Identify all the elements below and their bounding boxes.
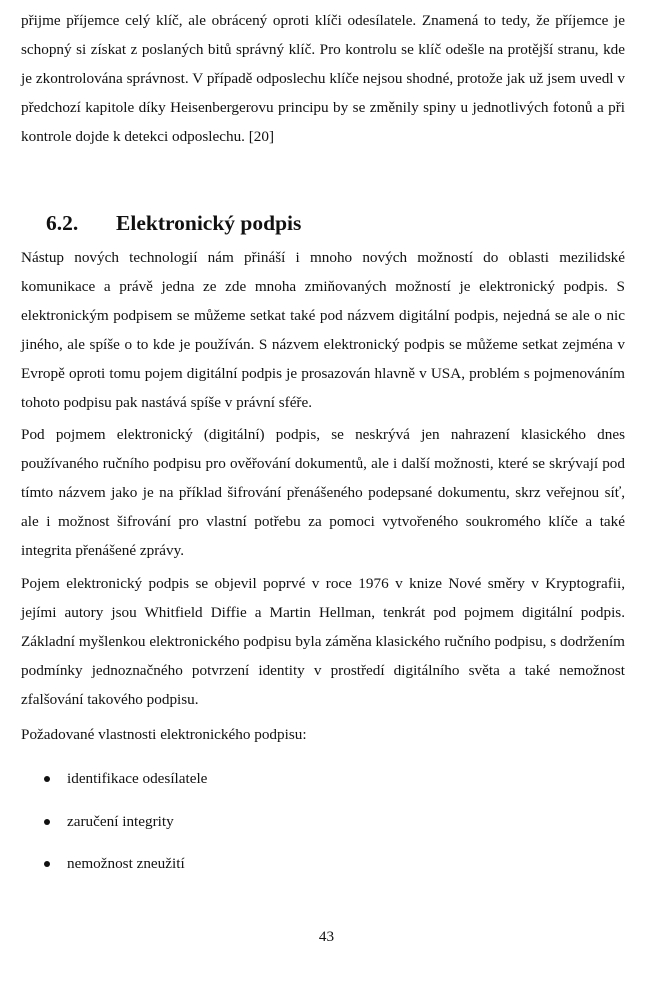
section-heading [46,208,301,238]
list-item-text: zaručení integrity [67,813,174,830]
bullet-icon [44,861,50,867]
page-number: 43 [318,928,335,945]
intro-paragraph: přijme příjemce celý klíč, ale obrácený oproti klíči odesílatele. Znamená to tedy, že příjemce je schopný si získat z poslaných bitů správný klíč. Pro kontrolu se klíč odešle na protější stranu, kde je zkontrolována správnost. V případě odposlechu klíče nejsou shodné, protože jak už jsem uvedl v předchozí kapitole díky Heisenbergerovu principu by se změnily spiny u jednotlivých fotonů a při kontrole dojde k detekci odposlechu. [20] [21,12,625,145]
bullet-icon [44,776,50,782]
paragraph-pod-pojmem: Pod pojmem elektronický (digitální) podpis, se neskrývá jen nahrazení klasického dnes používaného ručního podpisu pro ověřování dokumentů, ale i další možnosti, které se skrývají pod tímto názvem jako je na příklad šifrování přenášeného podepsané dokumentu, skrz veřejnou síť, ale i možnost šifrování pro vlastní potřebu za pomoci vytvořeného soukromého klíče a také integrita přenášené zprávy. [21,426,625,559]
bullet-icon [44,819,50,825]
list-item [44,811,174,833]
paragraph-nastup: Nástup nových technologií nám přináší i mnoho nových možností do oblasti mezilidské komunikace a právě jedna ze zde mnoha zmiňovaných možností je elektronický podpis. S elektronickým podpisem se můžeme setkat také pod názvem digitální podpis, nejedná se ale o nic jiného, ale spíše o to kde je používán. S názvem elektronický podpis se můžeme setkat zejména v Evropě oproti tomu pojem digitální podpis je prosazován hlavně v USA, problém s pojmenováním tohoto podpisu pak nastává spíše v právní sféře. [21,249,625,411]
list-item [44,853,185,875]
list-item-text: identifikace odesílatele [67,770,208,787]
paragraph-pojem: Pojem elektronický podpis se objevil poprvé v roce 1976 v knize Nové směry v Kryptografii, jejími autory jsou Whitfield Diffie a Martin Hellman, tenkrát pod pojmem digitální podpis. Základní myšlenkou elektronického podpisu byla záměna klasického ručního podpisu, s dodržením podmínky jednoznačného potvrzení identity v prostředí digitálního světa a také nemožnost zfalšování takového podpisu. [21,575,625,708]
section-number: 6.2. [46,211,79,235]
list-item-text: nemožnost zneužití [67,855,185,872]
list-item [44,768,207,790]
section-title: Elektronický podpis [116,211,302,235]
paragraph-requirements-intro: Požadované vlastnosti elektronického podpisu: [21,726,307,743]
